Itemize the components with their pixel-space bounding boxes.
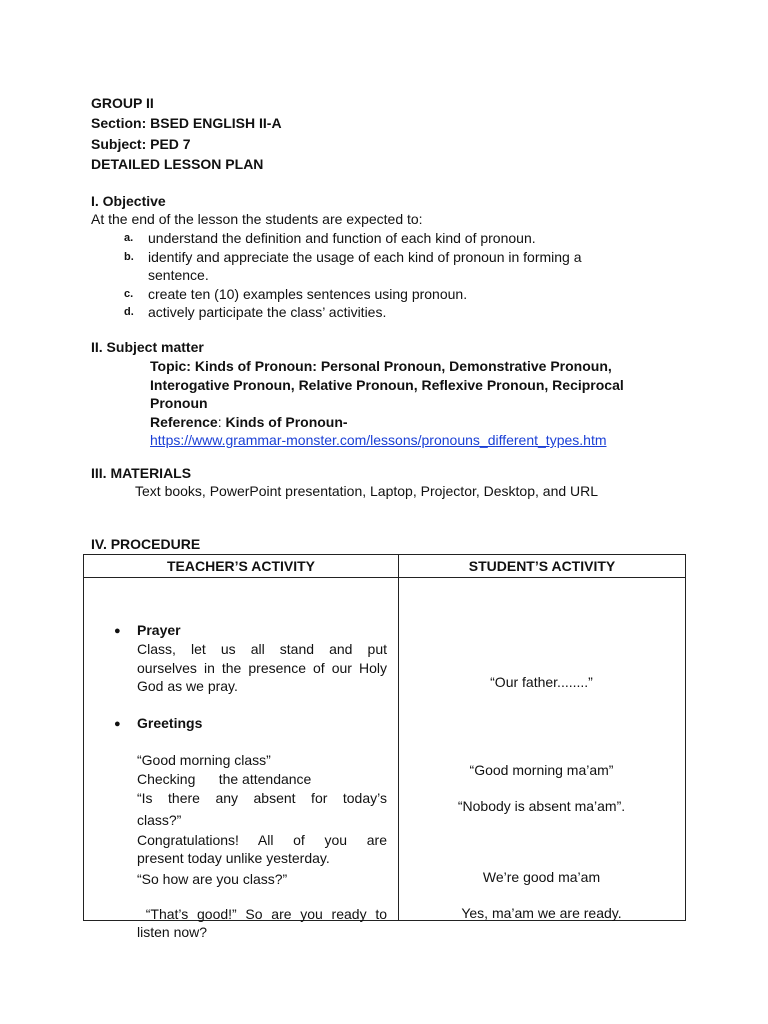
objective-list	[124, 229, 628, 322]
teacher-line: “Is there any absent for today’s	[137, 790, 387, 806]
list-item	[124, 285, 628, 304]
subject-matter-heading: II. Subject matter	[91, 339, 204, 355]
objective-text: understand the definition and function of each kind of pronoun.	[148, 230, 536, 246]
reference-title: Kinds of Pronoun-	[225, 413, 348, 430]
bullet-icon: ●	[114, 718, 121, 730]
student-column-header: STUDENT’S ACTIVITY	[399, 555, 686, 578]
reference-line	[150, 413, 670, 432]
teacher-line: “That’s good!” So are you ready to	[137, 906, 387, 922]
greetings-heading: Greetings	[137, 715, 203, 731]
reference-link[interactable]: https://www.grammar-monster.com/lessons/pronouns_different_types.htm	[150, 432, 607, 448]
teacher-column-header: TEACHER’S ACTIVITY	[84, 555, 399, 578]
reference-colon: :	[217, 413, 226, 430]
prayer-heading: Prayer	[137, 622, 181, 638]
document-header	[91, 93, 282, 174]
teacher-line: Congratulations! All of you are	[137, 832, 387, 848]
list-item	[124, 248, 628, 285]
objective-text: actively participate the class’ activities.	[148, 304, 387, 320]
prayer-line: Class, let us all stand and put	[137, 641, 387, 657]
objective-intro: At the end of the lesson the students are expected to:	[91, 211, 423, 227]
subject-label: Subject: PED 7	[91, 135, 191, 152]
section-label: Section: BSED ENGLISH II-A	[91, 115, 282, 132]
teacher-line: present today unlike yesterday.	[137, 850, 330, 866]
teacher-line: class?”	[137, 812, 182, 828]
student-activity-cell	[399, 578, 686, 921]
table-row	[84, 578, 686, 921]
prayer-line: God as we pray.	[137, 678, 238, 694]
list-marker: a.	[124, 232, 134, 244]
prayer-line: ourselves in the presence of our Holy	[137, 660, 387, 676]
reference-label: Reference	[150, 413, 218, 430]
table-header-row	[84, 555, 686, 578]
teacher-line: “So how are you class?”	[137, 871, 288, 887]
student-line: “Nobody is absent ma’am”.	[457, 798, 626, 814]
list-marker: c.	[124, 287, 134, 300]
procedure-table	[83, 554, 686, 940]
student-line: Yes, ma’am we are ready.	[461, 905, 622, 921]
procedure-heading: IV. PROCEDURE	[91, 536, 201, 552]
plan-title: DETAILED LESSON PLAN	[91, 155, 264, 172]
objective-heading: I. Objective	[91, 193, 166, 209]
teacher-activity-cell	[84, 578, 399, 940]
student-line: “Our father........”	[490, 674, 593, 690]
list-marker: d.	[124, 306, 134, 318]
objective-text: create ten (10) examples sentences using pronoun.	[148, 285, 468, 302]
bullet-icon: ●	[114, 625, 121, 637]
list-item	[124, 303, 628, 322]
group-label: GROUP II	[91, 95, 154, 111]
teacher-line: “Good morning class”	[137, 752, 271, 768]
objective-text: identify and appreciate the usage of each kind of pronoun in forming a sentence.	[148, 248, 582, 283]
topic-text: Topic: Kinds of Pronoun: Personal Pronoun, Demonstrative Pronoun, Interogative Pronoun, Relative Pronoun, Reflexive Pronoun, Reciprocal Pronoun	[150, 358, 624, 411]
list-marker: b.	[124, 250, 134, 263]
teacher-line: Checking the attendance	[137, 771, 312, 787]
student-line: “Good morning ma’am”	[469, 762, 614, 778]
teacher-line: listen now?	[137, 924, 208, 940]
materials-text: Text books, PowerPoint presentation, Laptop, Projector, Desktop, and URL	[135, 483, 599, 499]
list-item	[124, 229, 628, 248]
materials-heading: III. MATERIALS	[91, 465, 192, 481]
subject-matter-body	[150, 357, 670, 450]
student-line: We’re good ma’am	[482, 869, 601, 885]
